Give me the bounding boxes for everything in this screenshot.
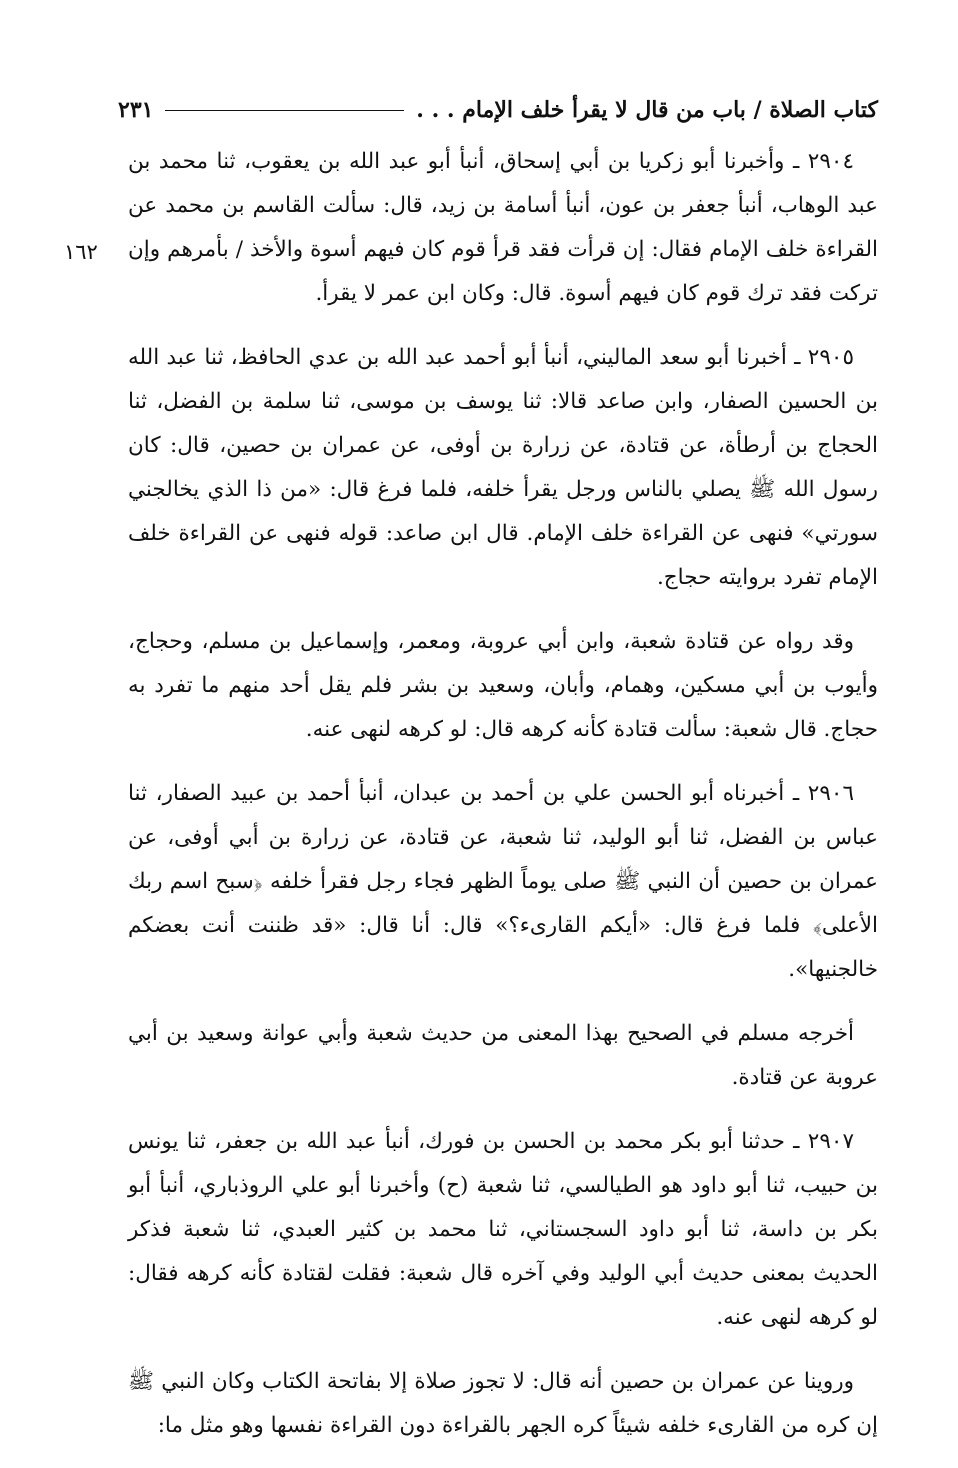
page-body <box>128 140 878 1468</box>
commentary-paragraph: وقد رواه عن قتادة شعبة، وابن أبي عروبة، ومعمر، وإسماعيل بن مسلم، وحجاج، وأيوب بن أبي مسكين، وهمام، وأبان، وسعيد بن بشر فلم يقل أحد منهم ما تفرد به حجاج. قال شعبة: سألت قتادة كأنه كرهه قال: لو كرهه لنهى عنه. <box>128 629 878 742</box>
page-number: ٢٣١ <box>118 97 154 123</box>
running-header <box>118 92 878 128</box>
hadith-2905: ٢٩٠٥ ـ أخبرنا أبو سعد الماليني، أنبأ أبو أحمد عبد الله بن عدي الحافظ، ثنا عبد الله بن الحسين الصفار، وابن صاعد قالا: ثنا يوسف بن موسى، ثنا سلمة بن الفضل، ثنا الحجاج بن أرطأة، عن قتادة، عن زرارة بن أوفى، عن عمران بن حصين، قال: كان رسول الله ﷺ يصلي بالناس ورجل يقرأ خلفه، فلما فرغ قال: «من ذا الذي يخالجني سورتي» فنهى عن القراءة خلف الإمام. قال ابن صاعد: قوله فنهى عن القراءة خلف الإمام تفرد بروايته حجاج. <box>128 345 878 590</box>
margin-page-reference: ١٦٢ <box>64 240 98 264</box>
hadith-2907: ٢٩٠٧ ـ حدثنا أبو بكر محمد بن الحسن بن فورك، أنبأ عبد الله بن جعفر، ثنا يونس بن حبيب، ثنا أبو داود هو الطيالسي، ثنا شعبة (ح) وأخبرنا أبو علي الروذباري، أنبأ أبو بكر بن داسة، ثنا أبو داود السجستاني، ثنا محمد بن كثير العبدي، ثنا شعبة فذكر الحديث بمعنى حديث أبي الوليد وفي آخره قال شعبة: فقلت لقتادة كأنه كرهه فقال: لو كرهه لنهى عنه. <box>128 1129 878 1330</box>
commentary-paragraph: أخرجه مسلم في الصحيح بهذا المعنى من حديث شعبة وأبي عوانة وسعيد بن أبي عروبة عن قتادة. <box>128 1021 878 1090</box>
header-rule <box>165 110 404 111</box>
running-title: كتاب الصلاة / باب من قال لا يقرأ خلف الإمام . . . <box>416 97 878 123</box>
hadith-2906: ٢٩٠٦ ـ أخبرناه أبو الحسن علي بن أحمد بن عبدان، أنبأ أحمد بن عبيد الصفار، ثنا عباس بن الفضل، ثنا أبو الوليد، ثنا شعبة، عن قتادة، عن زرارة بن أبي أوفى، عن عمران بن حصين أن النبي ﷺ صلى يوماً الظهر فجاء رجل فقرأ خلفه ﴿سبح اسم ربك الأعلى﴾ فلما فرغ قال: «أيكم القارىء؟» قال: أنا قال: «قد ظننت أنت بعضكم خالجنيها». <box>128 781 878 982</box>
commentary-paragraph: وروينا عن عمران بن حصين أنه قال: لا تجوز صلاة إلا بفاتحة الكتاب وكان النبي ﷺ إن كره من القارىء خلفه شيئاً كره الجهر بالقراءة دون القراءة نفسها وهو مثل ما: <box>128 1369 878 1438</box>
hadith-2904: ٢٩٠٤ ـ وأخبرنا أبو زكريا بن أبي إسحاق، أنبأ أبو عبد الله بن يعقوب، ثنا محمد بن عبد الوهاب، أنبأ جعفر بن عون، أنبأ أسامة بن زيد، قال: سألت القاسم بن محمد عن القراءة خلف الإمام فقال: إن قرأت فقد قرأ قوم كان فيهم أسوة والأخذ / بأمرهم وإن تركت فقد ترك قوم كان فيهم أسوة. قال: وكان ابن عمر لا يقرأ. <box>128 149 878 306</box>
